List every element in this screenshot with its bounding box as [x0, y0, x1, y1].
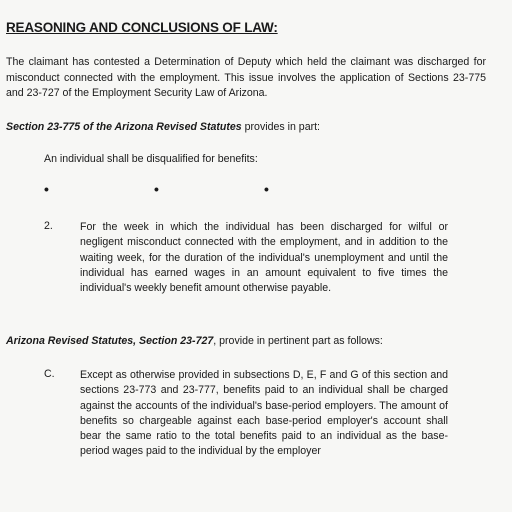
disqualification-clause: An individual shall be disqualified for benefits:: [44, 153, 258, 165]
statute-title: Section 23-775 of the Arizona Revised Statutes: [6, 121, 242, 133]
statute-title: Arizona Revised Statutes, Section 23-727: [6, 335, 214, 347]
section-heading: REASONING AND CONCLUSIONS OF LAW:: [6, 20, 278, 35]
item-text: For the week in which the individual has been discharged for wilful or negligent misconduct connected with the employment, and in addition to the waiting week, for the duration of the individual's unemployment and until the individual has earned wages in an amount equivalent to five times the individual's weekly benefit amount otherwise payable.: [80, 221, 448, 295]
statute-lead-in: , provide in pertinent part as follows:: [213, 335, 383, 347]
omission-bullet: •: [264, 181, 269, 197]
omission-bullet: •: [154, 181, 159, 197]
item-number: 2.: [44, 220, 53, 232]
statute-reference-23-727: [6, 335, 383, 347]
omission-marks: [0, 181, 512, 197]
item-letter: C.: [44, 368, 55, 380]
statute-reference-23-775: [6, 121, 320, 133]
item-text: Except as otherwise provided in subsections D, E, F and G of this section and sections 23-773 and 23-777, benefits paid to an individual shall be charged against the accounts of the individual's base-period employers. The amount of benefits so chargeable against each base-period employer's account shall bear the same ratio to the total benefits paid to an individual as the base-period wages paid to the individual by the employer: [80, 369, 448, 458]
intro-paragraph: The claimant has contested a Determination of Deputy which held the claimant was discharged for misconduct connected with the employment. This issue involves the application of Sections 23-775 and 23-727 of the Employment Security Law of Arizona.: [6, 56, 486, 99]
statute-lead-in: provides in part:: [241, 121, 321, 133]
omission-bullet: •: [44, 181, 49, 197]
